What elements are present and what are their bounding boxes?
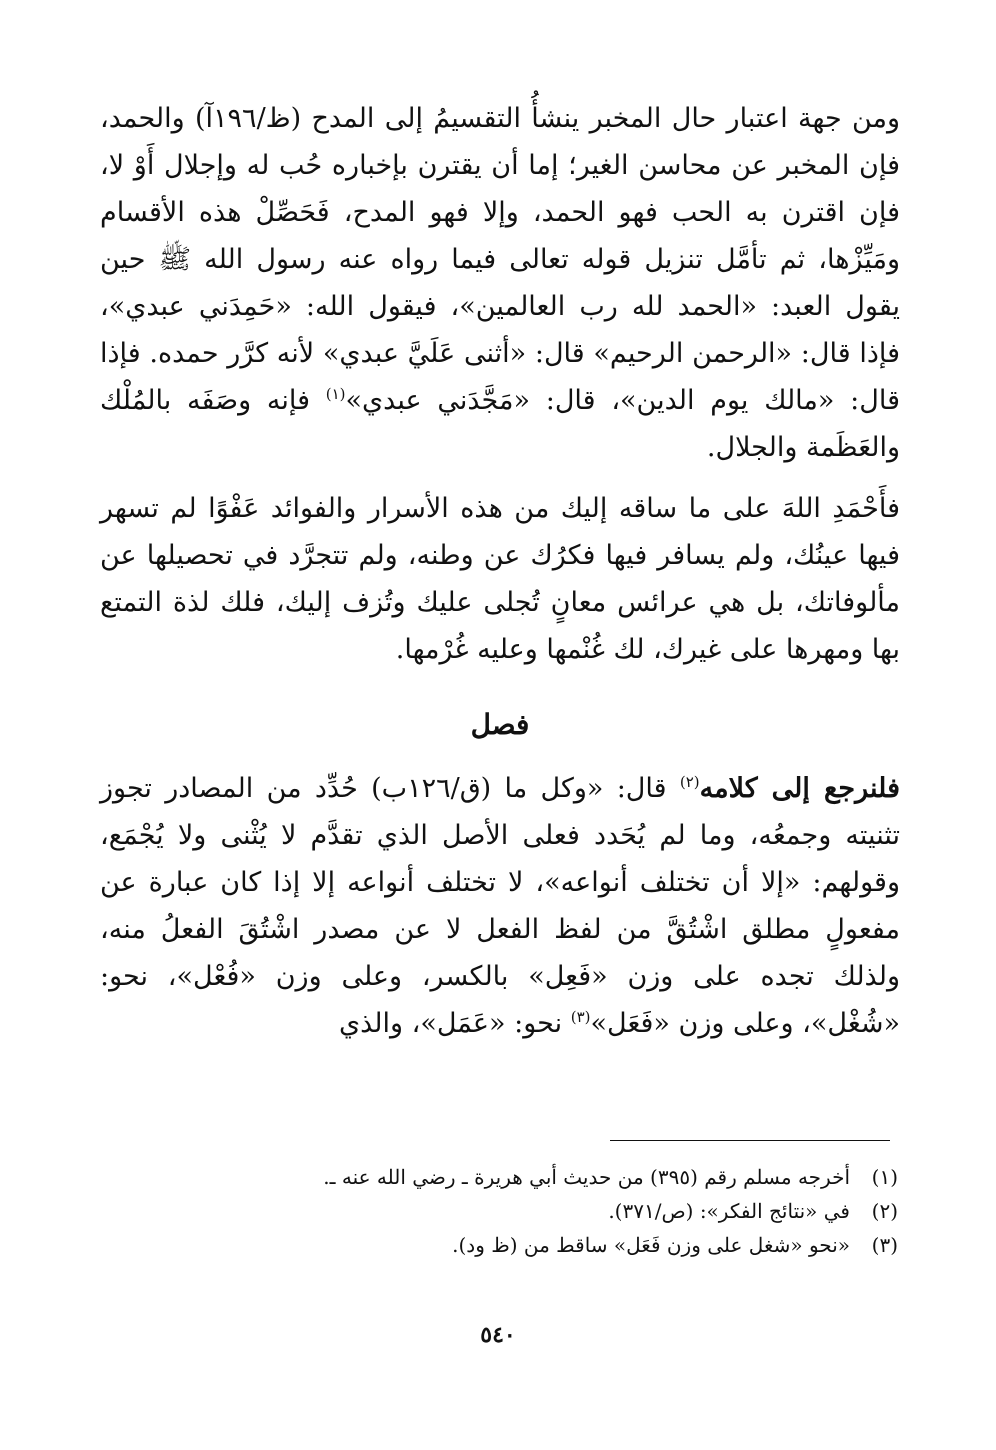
footnote-text: أخرجه مسلم رقم (٣٩٥) من حديث أبي هريرة ـ رضي الله عنه ـ. xyxy=(323,1165,850,1189)
footnote-text: في «نتائج الفكر»: (ص/٣٧١). xyxy=(608,1199,850,1223)
footnote-3 xyxy=(100,1228,898,1262)
footnote-ref-2[interactable]: (٢) xyxy=(679,773,700,791)
section-heading: فصل xyxy=(470,708,530,741)
paragraph-praise-definition xyxy=(100,95,900,471)
footnote-text: «نحو «شغل على وزن فَعَل» ساقط من (ظ ود). xyxy=(452,1233,850,1257)
footnote-number: (٢) xyxy=(871,1199,898,1223)
paragraph-text: ومن جهة اعتبار حال المخبر ينشأُ التقسيمُ إلى المدح (ظ/١٩٦آ) والحمد، فإن المخبر عن محاسن الغير؛ إما أن يقترن بإخباره حُب له وإجلال أَوْ لا، فإن اقترن به الحب فهو الحمد، وإلا فهو المدح، فَحَصِّلْ هذه الأقسام ومَيِّزْها، ثم تأمَّل تنزيل قوله تعالى فيما رواه عنه رسول الله ﷺ حين يقول العبد: «الحمد لله رب العالمين»، فيقول الله: «حَمِدَني عبدي»، فإذا قال: «الرحمن الرحيم» قال: «أثنى عَلَيَّ عبدي» لأنه كرَّر حمده. فإذا قال: «مالك يوم الدين»، قال: «مَجَّدَني عبدي» xyxy=(100,103,900,416)
footnote-number: (٣) xyxy=(871,1233,898,1257)
footnote-ref-3[interactable]: (٣) xyxy=(570,1008,591,1026)
footnote-divider xyxy=(610,1140,890,1141)
footnotes xyxy=(100,1160,898,1262)
paragraph-return-to-text xyxy=(100,765,900,1047)
paragraph-text-end: نحو: «عَمَل»، والذي xyxy=(338,1008,571,1039)
paragraph-gratitude xyxy=(100,485,900,673)
footnote-number: (١) xyxy=(871,1165,898,1189)
footnote-1 xyxy=(100,1160,898,1194)
paragraph-text-end: فإنه وصَفَه بالمُلْك والعَظَمة والجلال. xyxy=(100,385,900,463)
paragraph-text: قال: «وكل ما (ق/١٢٦ب) حُدِّد من المصادر تجوز تثنيته وجمعُه، وما لم يُحَدد فعلى الأصل الذي تقدَّم لا يُثْنى ولا يُجْمَع، وقولهم: «إلا أن تختلف أنواعه»، لا تختلف أنواعه إلا إذا كان عبارة عن مفعولٍ مطلق اشْتُقَّ من لفظ الفعل لا عن مصدر اشْتُقَ الفعلُ منه، ولذلك تجده على وزن «فَعِل» بالكسر، وعلى وزن «فُعْل»، نحو: «شُغْل»، وعلى وزن «فَعَل» xyxy=(100,773,900,1039)
page-number: ٥٤٠ xyxy=(480,1322,516,1348)
paragraph-text: فأَحْمَدِ اللهَ على ما ساقه إليك من هذه الأسرار والفوائد عَفْوًا لم تسهر فيها عينُك، ولم يسافر فيها فكرُك عن وطنه، ولم تتجرَّد في تحصيلها عن مألوفاتك، بل هي عرائس معانٍ تُجلى عليك وتُزف إليك، فلك لذة التمتع بها ومهرها على غيرك، لك غُنْمها وعليه غُرْمها. xyxy=(100,493,900,665)
main-text xyxy=(100,95,900,1047)
paragraph-lead-text: فلنرجع إلى كلامه xyxy=(699,773,900,804)
footnote-2 xyxy=(100,1194,898,1228)
footnote-ref-1[interactable]: (١) xyxy=(325,385,346,403)
